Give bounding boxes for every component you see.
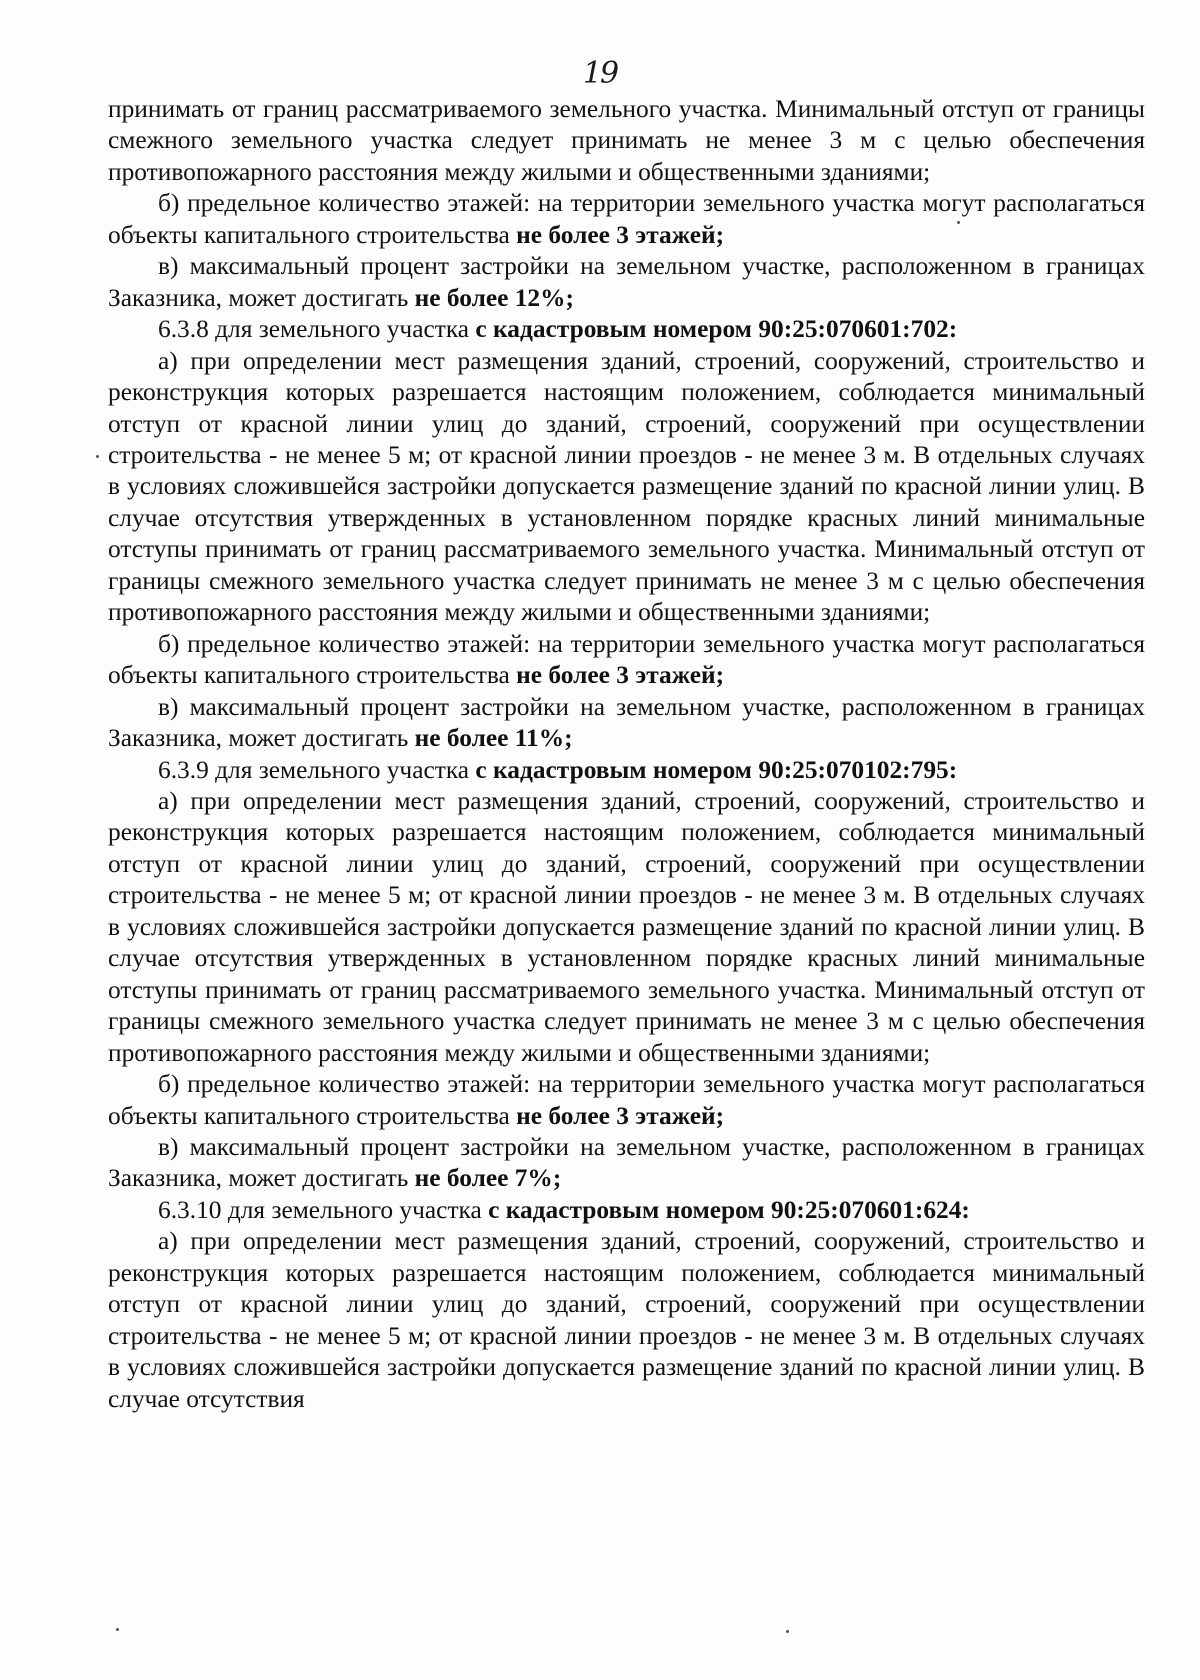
section-heading xyxy=(108,1195,1145,1226)
paragraph xyxy=(108,692,1145,755)
paragraph xyxy=(108,94,1145,188)
paragraph xyxy=(108,188,1145,251)
bold-text-run: не более 3 этажей; xyxy=(516,220,725,249)
scan-speck xyxy=(786,1630,789,1633)
section-heading xyxy=(108,314,1145,345)
paragraph xyxy=(108,1226,1145,1415)
scan-speck xyxy=(957,221,960,224)
scan-speck xyxy=(116,1628,119,1631)
page-number: 19 xyxy=(582,56,618,91)
text-run: 6.3.10 для земельного участка xyxy=(158,1195,489,1224)
bold-text-run: не более 3 этажей; xyxy=(516,1101,725,1130)
section-heading xyxy=(108,755,1145,786)
bold-text-run: не более 7%; xyxy=(414,1164,562,1193)
paragraph xyxy=(108,786,1145,1069)
document-body xyxy=(108,94,1145,1415)
text-run: в) максимальный процент застройки на земельном участке, расположенном в границах Заказника, может достигать xyxy=(108,252,1145,312)
text-run: а) при определении мест размещения зданий, строений, сооружений, строительство и реконструкция которых разрешается настоящим положением, соблюдается минимальный отступ от красной линии улиц до зданий, строений, сооружений при осуществлении строительства - не менее 5 м; от красной линии проездов - не менее 3 м. В отдельных случаях в условиях сложившейся застройки допускается размещение зданий по красной линии улиц. В случае отсутствия xyxy=(108,1227,1145,1413)
bold-text-run: с кадастровым номером 90:25:070601:702: xyxy=(475,315,958,344)
text-run: принимать от границ рассматриваемого земельного участка. Минимальный отступ от границы смежного земельного участка следует принимать не менее 3 м с целью обеспечения противопожарного расстояния между жилыми и общественными зданиями; xyxy=(108,95,1145,186)
text-run: а) при определении мест размещения зданий, строений, сооружений, строительство и реконструкция которых разрешается настоящим положением, соблюдается минимальный отступ от красной линии улиц до зданий, строений, сооружений при осуществлении строительства - не менее 5 м; от красной линии проездов - не менее 3 м. В отдельных случаях в условиях сложившейся застройки допускается размещение зданий по красной линии улиц. В случае отсутствия утвержденных в установленном порядке красных линий минимальные отступы принимать от границ рассматриваемого земельного участка. Минимальный отступ от границы смежного земельного участка следует принимать не менее 3 м с целью обеспечения противопожарного расстояния между жилыми и общественными зданиями; xyxy=(108,346,1145,627)
bold-text-run: не более 11%; xyxy=(414,724,573,753)
text-run: б) предельное количество этажей: на территории земельного участка могут располагаться объекты капитального строительства xyxy=(108,189,1145,249)
paragraph xyxy=(108,251,1145,314)
text-run: в) максимальный процент застройки на земельном участке, расположенном в границах Заказника, может достигать xyxy=(108,692,1145,753)
text-run: 6.3.9 для земельного участка xyxy=(158,755,476,784)
paragraph xyxy=(108,1132,1145,1195)
scan-speck xyxy=(96,455,99,458)
bold-text-run: с кадастровым номером 90:25:070102:795: xyxy=(475,755,958,784)
text-run: б) предельное количество этажей: на территории земельного участка могут располагаться объекты капитального строительства xyxy=(108,629,1145,690)
bold-text-run: с кадастровым номером 90:25:070601:624: xyxy=(488,1195,970,1224)
text-run: б) предельное количество этажей: на территории земельного участка могут располагаться объекты капитального строительства xyxy=(108,1070,1145,1130)
bold-text-run: не более 3 этажей; xyxy=(516,661,725,690)
text-run: а) при определении мест размещения зданий, строений, сооружений, строительство и реконструкция которых разрешается настоящим положением, соблюдается минимальный отступ от красной линии улиц до зданий, строений, сооружений при осуществлении строительства - не менее 5 м; от красной линии проездов - не менее 3 м. В отдельных случаях в условиях сложившейся застройки допускается размещение зданий по красной линии улиц. В случае отсутствия утвержденных в установленном порядке красных линий минимальные отступы принимать от границ рассматриваемого земельного участка. Минимальный отступ от границы смежного земельного участка следует принимать не менее 3 м с целью обеспечения противопожарного расстояния между жилыми и общественными зданиями; xyxy=(108,786,1145,1067)
text-run: 6.3.8 для земельного участка xyxy=(158,315,476,344)
paragraph xyxy=(108,346,1145,629)
paragraph xyxy=(108,1069,1145,1132)
text-run: в) максимальный процент застройки на земельном участке, расположенном в границах Заказника, может достигать xyxy=(108,1132,1145,1193)
paragraph xyxy=(108,629,1145,692)
bold-text-run: не более 12%; xyxy=(414,283,574,312)
